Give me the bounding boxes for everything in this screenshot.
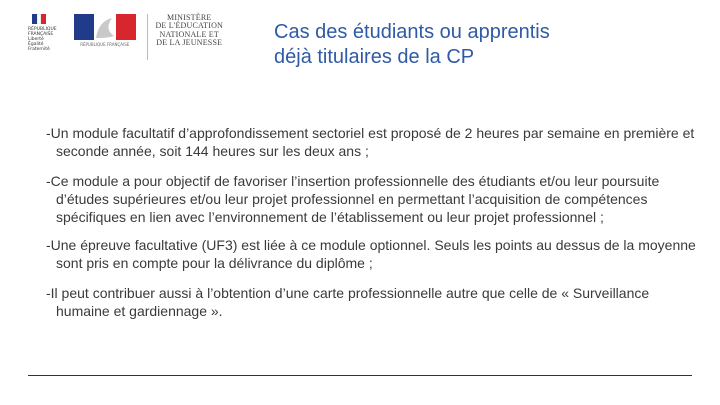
republique-line: Égalité: [28, 42, 44, 47]
republique-text: [28, 27, 60, 52]
marianne-icon: [74, 14, 136, 40]
slide-content: [46, 124, 696, 332]
paragraph-carte-pro: -Il peut contribuer aussi à l’obtention d’une carte professionnelle autre que celle de « Surveillance humaine et gardiennage ».: [46, 285, 650, 319]
republique-francaise-logo: [28, 14, 60, 52]
paragraph-epreuve: -Une épreuve facultative (UF3) est liée à ce module optionnel. Seuls les points au dessus de la moyenne sont pris en compte pour la délivrance du diplôme ;: [46, 237, 696, 271]
republique-line: Liberté: [28, 37, 44, 42]
marianne-blue: [74, 14, 94, 40]
ministere-logo: [66, 14, 226, 64]
logo-separator: [147, 14, 148, 60]
flag-red-band: [41, 14, 46, 24]
republique-line: FRANÇAISE: [28, 32, 54, 37]
title-line-2: déjà titulaires de la CP: [274, 46, 475, 68]
ministere-small-text: RÉPUBLIQUE FRANÇAISE: [80, 42, 130, 47]
ministry-name: [152, 14, 226, 64]
ministry-line: DE LA JEUNESSE: [156, 38, 223, 48]
republique-line: RÉPUBLIQUE: [28, 27, 57, 32]
ministry-line: MINISTÈRE: [167, 13, 212, 22]
slide-title: [274, 20, 694, 70]
french-flag-icon: [32, 14, 46, 24]
footer-divider: [28, 375, 692, 376]
paragraph-module-facultatif: -Un module facultatif d’approfondissement sectoriel est proposé de 2 heures par semaine en première et seconde année, soit 144 heures sur les deux ans ;: [46, 125, 695, 159]
paragraph-objectif: -Ce module a pour objectif de favoriser l’insertion professionnelle des étudiants et/ou leur poursuite d’études supérieures et/ou leur projet professionnel en permettant l’acquisition de compétences spécifiques en lien avec l’environnement de l’établissement ou leur projet professionnel ;: [46, 173, 660, 225]
title-line-1: Cas des étudiants ou apprentis: [274, 21, 550, 43]
ministry-line: NATIONALE ET: [159, 29, 219, 39]
ministry-line: DE L'ÉDUCATION: [155, 21, 224, 31]
marianne-red: [116, 14, 136, 40]
republique-line: Fraternité: [28, 47, 50, 52]
